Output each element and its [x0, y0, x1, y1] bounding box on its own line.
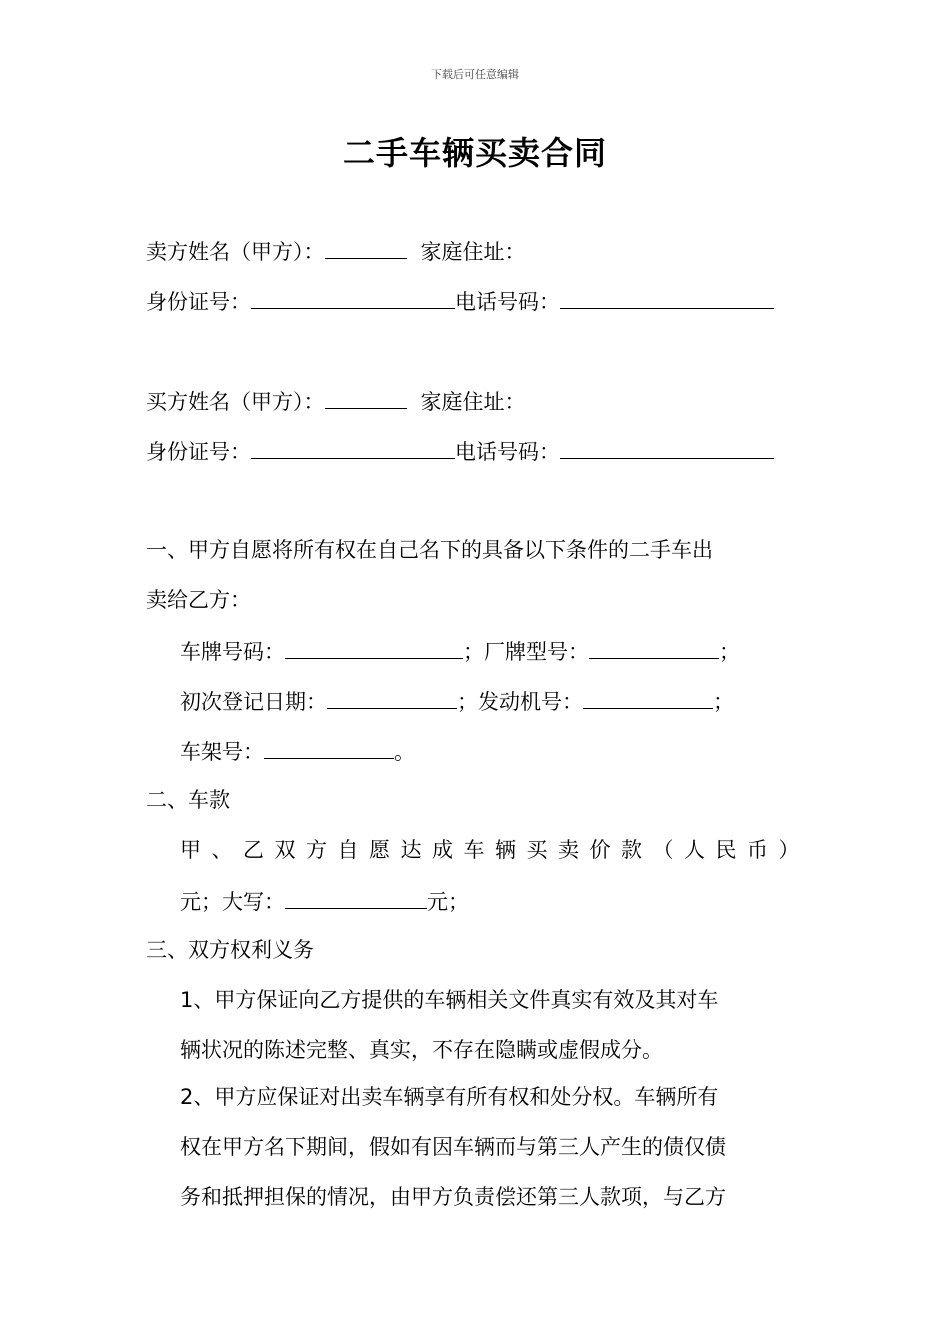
section2-heading: 二、车款: [146, 788, 230, 812]
section3-p2-line1: 2、甲方应保证对出卖车辆享有所有权和处分权。车辆所有: [180, 1085, 719, 1109]
buyer-id-label: 身份证号：: [146, 440, 251, 464]
frame-field[interactable]: [264, 736, 394, 759]
header-note: 下载后可任意编辑: [431, 68, 519, 81]
buyer-phone-label: 电话号码：: [455, 440, 560, 464]
buyer-name-field[interactable]: [325, 386, 407, 409]
semicolon: ；: [719, 640, 740, 664]
seller-address-label: 家庭住址：: [420, 240, 526, 264]
price-field[interactable]: [285, 886, 427, 909]
frame-row: [180, 736, 415, 766]
section2-line2: [180, 886, 469, 916]
period: 。: [394, 740, 415, 764]
seller-id-label: 身份证号：: [146, 290, 251, 314]
section3-p1-line1: 1、甲方保证向乙方提供的车辆相关文件真实有效及其对车: [180, 988, 719, 1012]
reg-date-field[interactable]: [327, 686, 457, 709]
brand-field[interactable]: [589, 636, 719, 659]
section1-heading-line2: 卖给乙方：: [146, 588, 251, 612]
plate-label: 车牌号码：: [180, 640, 285, 664]
seller-id-row: [146, 286, 774, 316]
seller-name-row: [146, 236, 526, 266]
document-title: 二手车辆买卖合同: [342, 134, 607, 172]
price-suffix: 元；: [427, 890, 469, 914]
plate-brand-row: [180, 636, 740, 666]
buyer-id-row: [146, 436, 774, 466]
engine-label: 发动机号：: [478, 690, 583, 714]
reg-date-label: 初次登记日期：: [180, 690, 327, 714]
section2-line1: 甲、乙双方自愿达成车辆买卖价款（人民币）: [180, 838, 810, 862]
section3-heading: 三、双方权利义务: [146, 938, 314, 962]
buyer-address-label: 家庭住址：: [420, 390, 526, 414]
seller-name-field[interactable]: [325, 236, 407, 259]
engine-field[interactable]: [583, 686, 713, 709]
section3-p2-line3: 务和抵押担保的情况，由甲方负责偿还第三人款项，与乙方: [180, 1185, 726, 1209]
semicolon: ；: [713, 690, 734, 714]
section1-heading-line1: 一、甲方自愿将所有权在自己名下的具备以下条件的二手车出: [146, 538, 713, 562]
brand-label: 厂牌型号：: [484, 640, 589, 664]
seller-phone-label: 电话号码：: [455, 290, 560, 314]
semicolon: ；: [457, 690, 478, 714]
buyer-name-label: 买方姓名（甲方）：: [146, 390, 325, 414]
frame-label: 车架号：: [180, 740, 264, 764]
semicolon: ；: [463, 640, 484, 664]
section3-p2-line2: 权在甲方名下期间，假如有因车辆而与第三人产生的债仅债: [180, 1135, 726, 1159]
buyer-phone-field[interactable]: [560, 436, 774, 459]
regdate-engine-row: [180, 686, 734, 716]
seller-name-label: 卖方姓名（甲方）：: [146, 240, 325, 264]
price-prefix: 元；大写：: [180, 890, 285, 914]
section3-p1-line2: 辆状况的陈述完整、真实，不存在隐瞒或虚假成分。: [180, 1038, 663, 1062]
buyer-name-row: [146, 386, 526, 416]
seller-phone-field[interactable]: [560, 286, 774, 309]
plate-field[interactable]: [285, 636, 463, 659]
buyer-id-field[interactable]: [251, 436, 455, 459]
seller-id-field[interactable]: [251, 286, 455, 309]
